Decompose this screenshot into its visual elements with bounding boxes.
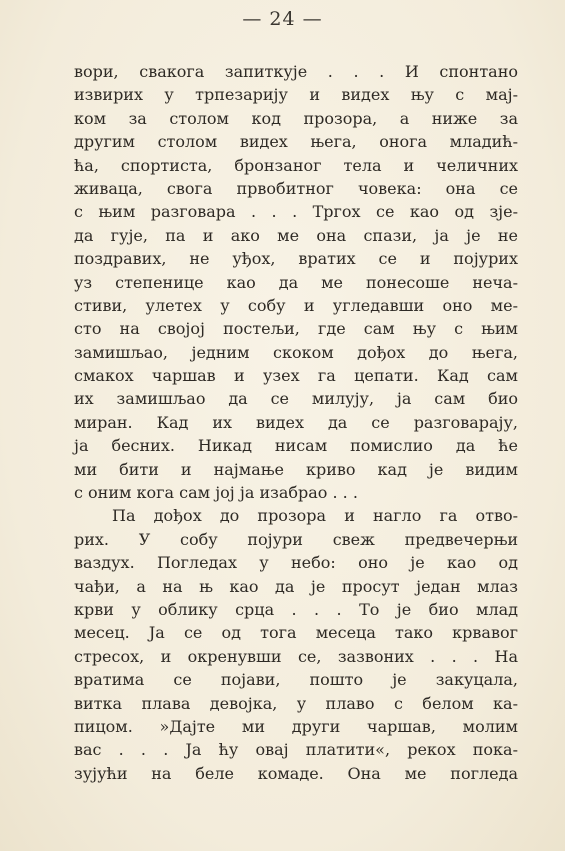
- text-line: сто на својој постељи, где сам њу с њим: [74, 319, 518, 339]
- text-line: ми бити и најмање криво кад је видим: [74, 459, 518, 479]
- text-line: другим столом видех њега, онога младић-: [74, 132, 518, 152]
- text-line: месец. Ја се од тога месеца тако крвавог: [74, 623, 518, 643]
- text-line: с оним кога сам јој ја изабрао . . .: [74, 483, 358, 503]
- text-line: стиви, улетех у собу и угледавши оно ме-: [74, 295, 518, 315]
- text-line: вас . . . Ја ћу овај платити«, рекох пока-: [74, 740, 518, 760]
- text-line: вори, свакога запиткује . . . И спонтано: [74, 62, 518, 81]
- text-line: ваздух. Погледах у небо: оно је као од: [74, 553, 518, 573]
- text-line: их замишљао да се милују, ја сам био: [74, 389, 518, 409]
- text-line: вратима се појави, пошто је закуцала,: [74, 670, 518, 690]
- text-line: стресох, и окренувши се, зазвоних . . . На: [74, 646, 518, 666]
- text-line: живаца, свога првобитног човека: она се: [74, 178, 518, 198]
- text-line: зујући на беле комаде. Она ме погледа: [74, 763, 518, 783]
- text-line: замишљао, једним скоком дођох до њега,: [74, 342, 518, 362]
- text-line: Па дођох до прозора и нагло га отво-: [112, 506, 518, 526]
- text-line: извирих у трпезарију и видех њу с мај-: [74, 85, 518, 105]
- text-line: уз степенице као да ме понесоше нечa-: [74, 272, 518, 292]
- text-line: витка плава девојка, у плаво с белом ка-: [74, 693, 518, 713]
- text-line: поздравих, не уђох, вратих се и појурих: [74, 249, 518, 269]
- page-number: — 24 —: [242, 8, 323, 30]
- text-line: ћа, спортиста, бронзаног тела и челичних: [74, 155, 518, 175]
- text-line: рих. У собу појури свеж предвечерњи: [74, 529, 518, 549]
- text-line: смакох чаршав и узех га цепати. Кад сам: [74, 366, 518, 386]
- body-text: [74, 60, 518, 785]
- text-line: крви у облику срца . . . То је био млад: [74, 599, 518, 619]
- text-line: миран. Кад их видех да се разговарају,: [74, 412, 518, 432]
- text-line: чађи, а на њ као да је просут један млаз: [74, 576, 518, 596]
- text-line: да гује, па и ако ме она спази, ја је не: [74, 225, 518, 245]
- text-line: с њим разговара . . . Тргох се као од зје-: [74, 202, 518, 222]
- text-line: ја бесних. Никад нисам помислио да ће: [74, 436, 518, 456]
- text-line: пицом. »Дајте ми други чаршав, молим: [74, 716, 518, 736]
- text-line: ком за столом код прозора, а ниже за: [74, 108, 518, 128]
